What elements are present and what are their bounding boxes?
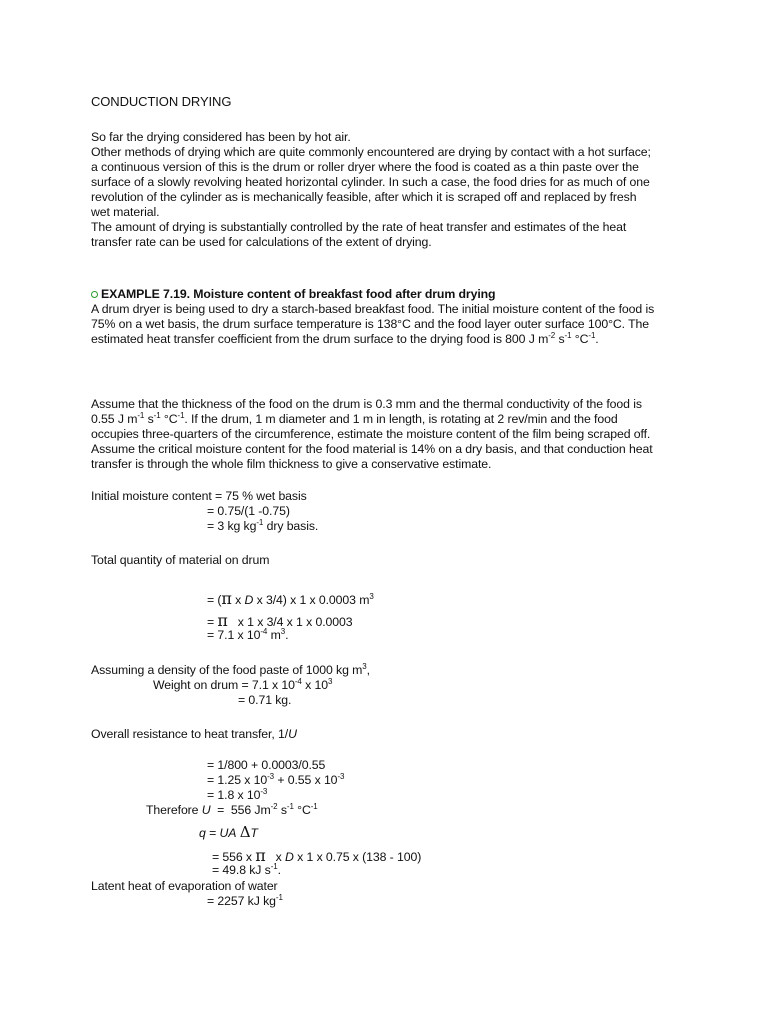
resistance-label: Overall resistance to heat transfer, 1/U — [91, 727, 297, 741]
example-line: 75% on a wet basis, the drum surface temperature is 138°C and the food layer outer surface 100°C. The — [91, 317, 649, 331]
intro-line: revolution of the cylinder as is mechanically feasible, after which it is scraped off and replaced by fresh — [91, 190, 637, 204]
page-title: CONDUCTION DRYING — [91, 94, 232, 109]
initial-moisture-line: Initial moisture content = 75 % wet basis — [91, 489, 307, 503]
intro-line: So far the drying considered has been by hot air. — [91, 130, 351, 144]
intro-line: surface of a slowly revolving heated horizontal cylinder. In such a case, the food dries for as much of one — [91, 175, 650, 189]
example-heading — [91, 287, 495, 302]
weight-result: = 0.71 kg. — [238, 693, 292, 707]
latent-heat-value: = 2257 kJ $kg^{-1}$ — [207, 893, 283, 908]
initial-moisture-line: = 3 kg $kg^{-1}$ dry basis. — [207, 518, 319, 533]
assumption-line: transfer is through the whole film thickness to give a conservative estimate. — [91, 457, 492, 471]
weight-line: Weight on drum = 7.1 x $10^{-4}$ x $10^3$ — [153, 677, 333, 692]
q-equation: q = UA ΔT — [199, 823, 258, 841]
assumption-line: 0.55 J $m^{-1}$ $s^{-1}$ $^\circ C^{-1}$. If the drum, 1 m diameter and 1 m in length, is rotating at 2 rev/min and the food — [91, 411, 618, 426]
total-quantity-line: = 7.1 x $10^{-4}$ $m^3$. — [207, 627, 289, 642]
u-value-line: Therefore U = 556 $Jm^{-2}$ $s^{-1}$ $^\circ C^{-1}$ — [146, 802, 318, 817]
intro-line: Other methods of drying which are quite commonly encountered are drying by contact with a hot surface; — [91, 145, 651, 159]
intro-line: wet material. — [91, 205, 160, 219]
example-line: A drum dryer is being used to dry a starch-based breakfast food. The initial moisture content of the food is — [91, 302, 655, 316]
example-title: EXAMPLE 7.19. Moisture content of breakfast food after drum drying — [101, 287, 496, 301]
q-calculation: = 556 x π x D x 1 x 0.75 x (138 - 100) — [212, 846, 422, 865]
total-quantity-line: = π x 1 x 3/4 x 1 x 0.0003 — [207, 611, 353, 630]
assumption-line: occupies three-quarters of the circumference, estimate the moisture content of the film being scraped off. — [91, 427, 651, 441]
bullet-icon — [91, 291, 98, 298]
resistance-line: = 1/800 + 0.0003/0.55 — [207, 758, 326, 772]
intro-line: transfer rate can be used for calculations of the extent of drying. — [91, 235, 432, 249]
assumption-line: Assume the critical moisture content for the food material is 14% on a dry basis, and that conduction heat — [91, 442, 653, 456]
latent-heat-label: Latent heat of evaporation of water — [91, 879, 278, 893]
intro-line: The amount of drying is substantially controlled by the rate of heat transfer and estimates of the heat — [91, 220, 627, 234]
assumption-line: Assume that the thickness of the food on the drum is 0.3 mm and the thermal conductivity of the food is — [91, 397, 642, 411]
resistance-line: = 1.8 x $10^{-3}$ — [207, 787, 268, 802]
initial-moisture-line: = 0.75/(1 -0.75) — [207, 504, 290, 518]
intro-line: a continuous version of this is the drum or roller dryer where the food is coated as a thin paste over the — [91, 160, 639, 174]
q-result: = 49.8 kJ $s^{-1}$. — [212, 862, 281, 877]
total-quantity-line: = (π x D x 3/4) x 1 x 0.0003 $m^3$ — [207, 589, 374, 608]
total-quantity-label: Total quantity of material on drum — [91, 553, 270, 567]
density-line: Assuming a density of the food paste of 1000 kg $m^3$, — [91, 662, 370, 677]
resistance-line: = 1.25 x $10^{-3} + 0.55$ x $10^{-3}$ — [207, 772, 345, 787]
example-line: estimated heat transfer coefficient from the drum surface to the drying food is 800 J $m^{-2}$ $s^{-1}$ $^\circ C^{-1}$. — [91, 331, 599, 346]
